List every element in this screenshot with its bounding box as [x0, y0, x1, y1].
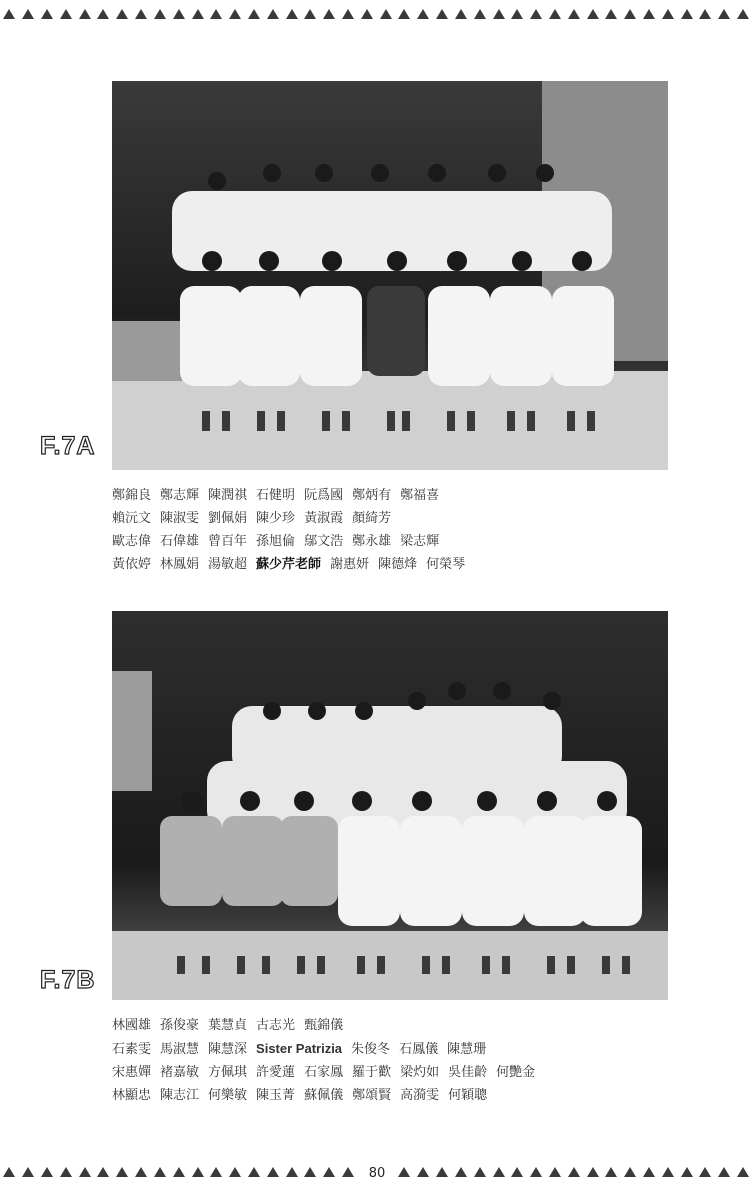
class-photo-f7a — [112, 81, 668, 470]
border-triangle — [737, 1167, 749, 1177]
border-triangle — [436, 1167, 448, 1177]
name-row — [112, 553, 474, 576]
border-triangle — [699, 9, 711, 19]
border-triangle — [3, 1167, 15, 1177]
student-name: 林鳳娟 — [160, 557, 200, 572]
top-border — [0, 6, 753, 22]
border-triangle — [681, 1167, 693, 1177]
border-triangle — [97, 1167, 109, 1177]
border-triangle — [624, 1167, 636, 1177]
name-row — [112, 530, 474, 553]
name-row — [112, 1061, 544, 1084]
student-name: 歐志偉 — [112, 534, 152, 549]
student-name: 甄錦儀 — [304, 1018, 344, 1033]
student-name: 謝惠妍 — [330, 557, 370, 572]
student-name: 宋惠嬋 — [112, 1065, 152, 1080]
student-name: 陳德烽 — [378, 557, 418, 572]
border-triangle — [342, 1167, 354, 1177]
border-triangle — [304, 9, 316, 19]
border-triangle — [3, 9, 15, 19]
border-triangle — [737, 9, 749, 19]
border-triangle — [681, 9, 693, 19]
border-triangle — [210, 9, 222, 19]
border-triangle — [192, 1167, 204, 1177]
border-triangle — [342, 9, 354, 19]
border-triangle — [624, 9, 636, 19]
student-name: 許愛蓮 — [256, 1065, 296, 1080]
name-row — [112, 484, 474, 507]
student-name: 褚嘉敏 — [160, 1065, 200, 1080]
student-name: 梁灼如 — [400, 1065, 440, 1080]
border-triangle — [192, 9, 204, 19]
student-name: Sister Patrizia — [256, 1041, 343, 1056]
student-name: 陳玉菁 — [256, 1088, 296, 1103]
student-name: 湯敏超 — [208, 557, 248, 572]
student-name: 羅于歡 — [352, 1065, 392, 1080]
student-name: 孫俊豪 — [160, 1018, 200, 1033]
border-triangle — [530, 9, 542, 19]
name-list-f7b — [112, 1014, 544, 1107]
border-triangle — [474, 1167, 486, 1177]
border-triangle — [455, 9, 467, 19]
border-triangle — [210, 1167, 222, 1177]
border-triangle — [286, 9, 298, 19]
border-triangle — [267, 1167, 279, 1177]
student-name: 何穎聰 — [448, 1088, 488, 1103]
border-triangle — [398, 1167, 410, 1177]
border-triangle — [568, 1167, 580, 1177]
name-row — [112, 1084, 544, 1107]
student-name: 石鳳儀 — [399, 1042, 439, 1057]
border-triangle — [605, 9, 617, 19]
border-triangle — [568, 9, 580, 19]
border-triangle — [718, 9, 730, 19]
border-triangle — [248, 9, 260, 19]
border-triangle — [304, 1167, 316, 1177]
student-name: 梁志輝 — [400, 534, 440, 549]
student-name: 鄭錦良 — [112, 488, 152, 503]
border-triangle — [493, 1167, 505, 1177]
student-name: 何艷金 — [496, 1065, 536, 1080]
border-triangle — [41, 1167, 53, 1177]
student-name: 賴沅文 — [112, 511, 152, 526]
student-name: 何樂敏 — [208, 1088, 248, 1103]
student-name: 石素雯 — [112, 1042, 152, 1057]
border-triangle — [267, 9, 279, 19]
border-triangle — [662, 9, 674, 19]
student-name: 阮爲國 — [304, 488, 344, 503]
border-triangle — [549, 9, 561, 19]
student-name: 陳志江 — [160, 1088, 200, 1103]
student-name: 劉佩娟 — [208, 511, 248, 526]
student-name: 鄭頌賢 — [352, 1088, 392, 1103]
border-triangle — [22, 9, 34, 19]
student-name: 鄭炳有 — [352, 488, 392, 503]
student-name: 鄭永雄 — [352, 534, 392, 549]
border-triangle — [60, 9, 72, 19]
border-triangle — [22, 1167, 34, 1177]
border-triangle — [474, 9, 486, 19]
border-triangle — [135, 1167, 147, 1177]
border-triangle — [229, 9, 241, 19]
student-name: 高漪雯 — [400, 1088, 440, 1103]
name-row — [112, 507, 474, 530]
border-triangle — [323, 9, 335, 19]
border-triangle — [530, 1167, 542, 1177]
border-triangle — [79, 9, 91, 19]
border-triangle — [643, 9, 655, 19]
border-triangle — [511, 1167, 523, 1177]
border-triangle — [79, 1167, 91, 1177]
border-triangle — [323, 1167, 335, 1177]
student-name: 吳佳齡 — [448, 1065, 488, 1080]
border-triangle — [398, 9, 410, 19]
student-name: 黃淑霞 — [304, 511, 344, 526]
border-triangle — [587, 1167, 599, 1177]
student-name: 鄭福喜 — [400, 488, 440, 503]
border-triangle — [605, 1167, 617, 1177]
student-name: 蘇少芹老師 — [256, 557, 322, 572]
border-triangle — [173, 9, 185, 19]
student-name: 石家鳳 — [304, 1065, 344, 1080]
border-triangle — [511, 9, 523, 19]
class-label-f7b: F.7B — [40, 966, 96, 994]
student-name: 顏綺芳 — [352, 511, 392, 526]
student-name: 陳少珍 — [256, 511, 296, 526]
student-name: 鄭志輝 — [160, 488, 200, 503]
border-triangle — [699, 1167, 711, 1177]
border-triangle — [361, 9, 373, 19]
border-triangle — [135, 9, 147, 19]
student-name: 孫旭倫 — [256, 534, 296, 549]
border-triangle — [286, 1167, 298, 1177]
border-triangle — [718, 1167, 730, 1177]
border-triangle — [173, 1167, 185, 1177]
student-name: 石偉雄 — [160, 534, 200, 549]
border-triangle — [436, 9, 448, 19]
student-name: 石健明 — [256, 488, 296, 503]
student-name: 陳慧深 — [208, 1042, 248, 1057]
name-list-f7a — [112, 484, 474, 576]
student-name: 何榮琴 — [426, 557, 466, 572]
border-triangle — [643, 1167, 655, 1177]
name-row — [112, 1014, 544, 1037]
class-label-f7a: F.7A — [40, 432, 96, 460]
border-triangle — [380, 9, 392, 19]
border-triangle — [97, 9, 109, 19]
border-triangle — [116, 9, 128, 19]
student-name: 林國雄 — [112, 1018, 152, 1033]
student-name: 陳潤祺 — [208, 488, 248, 503]
border-triangle — [417, 1167, 429, 1177]
border-triangle — [662, 1167, 674, 1177]
border-triangle — [154, 1167, 166, 1177]
border-triangle — [41, 9, 53, 19]
student-name: 曾百年 — [208, 534, 248, 549]
class-photo-f7b — [112, 611, 668, 1000]
student-name: 葉慧貞 — [208, 1018, 248, 1033]
student-name: 朱俊冬 — [351, 1042, 391, 1057]
border-triangle — [248, 1167, 260, 1177]
name-row — [112, 1037, 544, 1061]
student-name: 黃依婷 — [112, 557, 152, 572]
border-triangle — [587, 9, 599, 19]
border-triangle — [116, 1167, 128, 1177]
border-triangle — [493, 9, 505, 19]
student-name: 古志光 — [256, 1018, 296, 1033]
student-name: 林顯忠 — [112, 1088, 152, 1103]
student-name: 蘇佩儀 — [304, 1088, 344, 1103]
student-name: 馬淑慧 — [160, 1042, 200, 1057]
page-number: 80 — [360, 1166, 394, 1181]
border-triangle — [154, 9, 166, 19]
border-triangle — [417, 9, 429, 19]
border-triangle — [60, 1167, 72, 1177]
border-triangle — [549, 1167, 561, 1177]
student-name: 陳慧珊 — [447, 1042, 487, 1057]
border-triangle — [229, 1167, 241, 1177]
student-name: 陳淑雯 — [160, 511, 200, 526]
border-triangle — [455, 1167, 467, 1177]
student-name: 鄔文浩 — [304, 534, 344, 549]
student-name: 方佩琪 — [208, 1065, 248, 1080]
